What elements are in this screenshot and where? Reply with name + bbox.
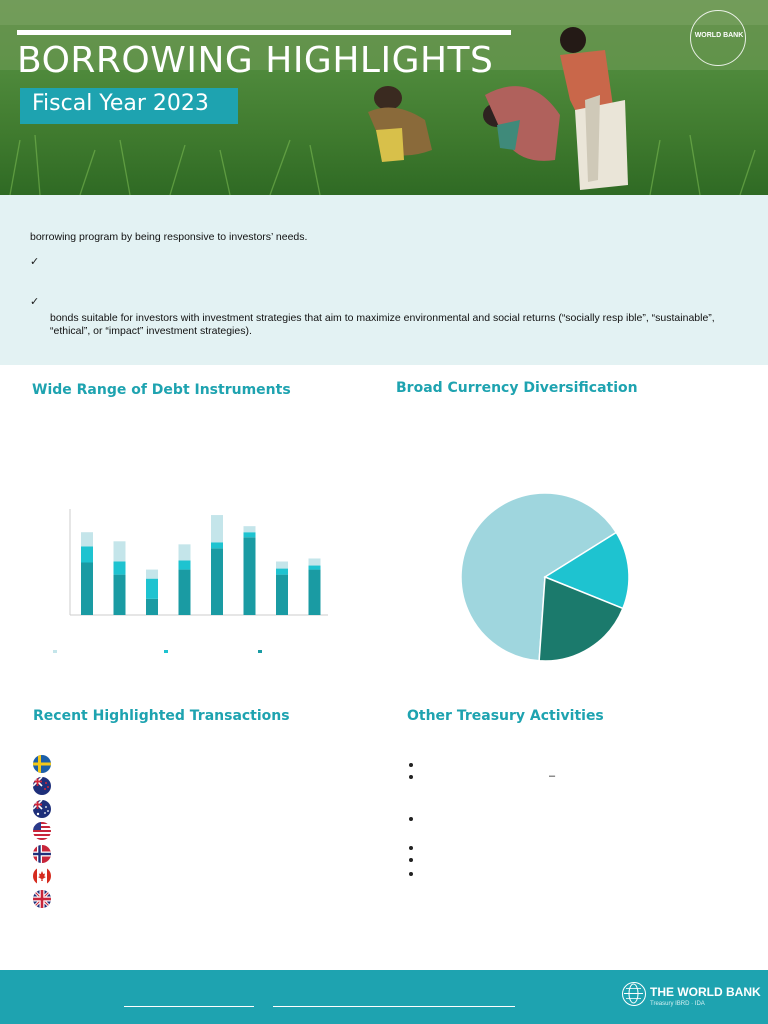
intro-paragraph-1: borrowing program by being responsive to investors’ needs. <box>30 231 308 243</box>
bar-5-segment-2 <box>211 542 223 548</box>
bar-5-segment-3 <box>211 515 223 542</box>
section-heading-treasury: Other Treasury Activities <box>407 708 604 724</box>
bar-4-segment-2 <box>179 560 191 569</box>
new-zealand-flag-icon <box>33 777 51 795</box>
footer <box>0 970 768 1024</box>
intro-paragraph-2: bonds suitable for investors with investment strategies that aim to maximize environmental and social returns (“socially resp ible”, “sustainable”, “ethical”, or “impact” investment strategies). <box>50 312 715 337</box>
canada-flag-icon <box>33 867 51 885</box>
world-bank-seal-icon <box>690 10 746 66</box>
section-heading-currency: Broad Currency Diversification <box>396 380 638 396</box>
bar-8-segment-3 <box>309 558 321 565</box>
bar-7-segment-1 <box>276 575 288 615</box>
footer-logo-text: THE WORLD BANK <box>650 985 761 999</box>
treasury-bullet <box>409 763 413 767</box>
fiscal-year-label: Fiscal Year 2023 <box>20 88 238 124</box>
bar-6-segment-2 <box>244 532 256 537</box>
bar-3-segment-2 <box>146 579 158 599</box>
bar-1-segment-2 <box>81 546 93 562</box>
treasury-dash: – <box>549 770 556 782</box>
footer-line-1 <box>124 1006 254 1007</box>
australia-flag-icon <box>33 800 51 818</box>
currency-pie-chart <box>455 487 635 667</box>
legend-swatch-3 <box>258 650 262 653</box>
title-rule <box>17 30 511 35</box>
bar-2-segment-1 <box>114 575 126 615</box>
bar-4-segment-3 <box>179 544 191 560</box>
section-heading-transactions: Recent Highlighted Transactions <box>33 708 290 724</box>
bar-4-segment-1 <box>179 570 191 615</box>
footer-logo-sub: Treasury IBRD · IDA <box>650 1001 705 1007</box>
seal-label: WORLD BANK <box>694 32 744 39</box>
bar-7-segment-2 <box>276 569 288 575</box>
section-heading-debt-instruments: Wide Range of Debt Instruments <box>32 382 291 398</box>
debt-instruments-bar-chart <box>50 500 340 660</box>
bar-1-segment-1 <box>81 563 93 615</box>
treasury-bullet <box>409 858 413 862</box>
legend-swatch-2 <box>164 650 168 653</box>
bar-5-segment-1 <box>211 548 223 615</box>
sweden-flag-icon <box>33 755 51 773</box>
page-title: BORROWING HIGHLIGHTS <box>17 40 494 81</box>
checkmark-icon: ✓ <box>30 256 40 268</box>
bar-7-segment-3 <box>276 561 288 568</box>
legend-swatch-1 <box>53 650 57 653</box>
bar-6-segment-3 <box>244 526 256 532</box>
footer-line-2 <box>273 1006 515 1007</box>
bar-6-segment-1 <box>244 537 256 615</box>
bar-8-segment-1 <box>309 570 321 615</box>
bar-2-segment-2 <box>114 561 126 574</box>
intro-band <box>0 195 768 365</box>
treasury-bullet <box>409 817 413 821</box>
treasury-bullet <box>409 775 413 779</box>
united-kingdom-flag-icon <box>33 890 51 908</box>
bar-3-segment-1 <box>146 599 158 615</box>
treasury-bullet <box>409 872 413 876</box>
bar-1-segment-3 <box>81 532 93 546</box>
united-states-flag-icon <box>33 822 51 840</box>
hero-banner <box>0 0 768 195</box>
bar-8-segment-2 <box>309 566 321 570</box>
bar-3-segment-3 <box>146 570 158 579</box>
norway-flag-icon <box>33 845 51 863</box>
bar-2-segment-3 <box>114 541 126 561</box>
checkmark-icon: ✓ <box>30 296 40 308</box>
treasury-bullet <box>409 846 413 850</box>
world-bank-globe-icon <box>622 982 646 1006</box>
